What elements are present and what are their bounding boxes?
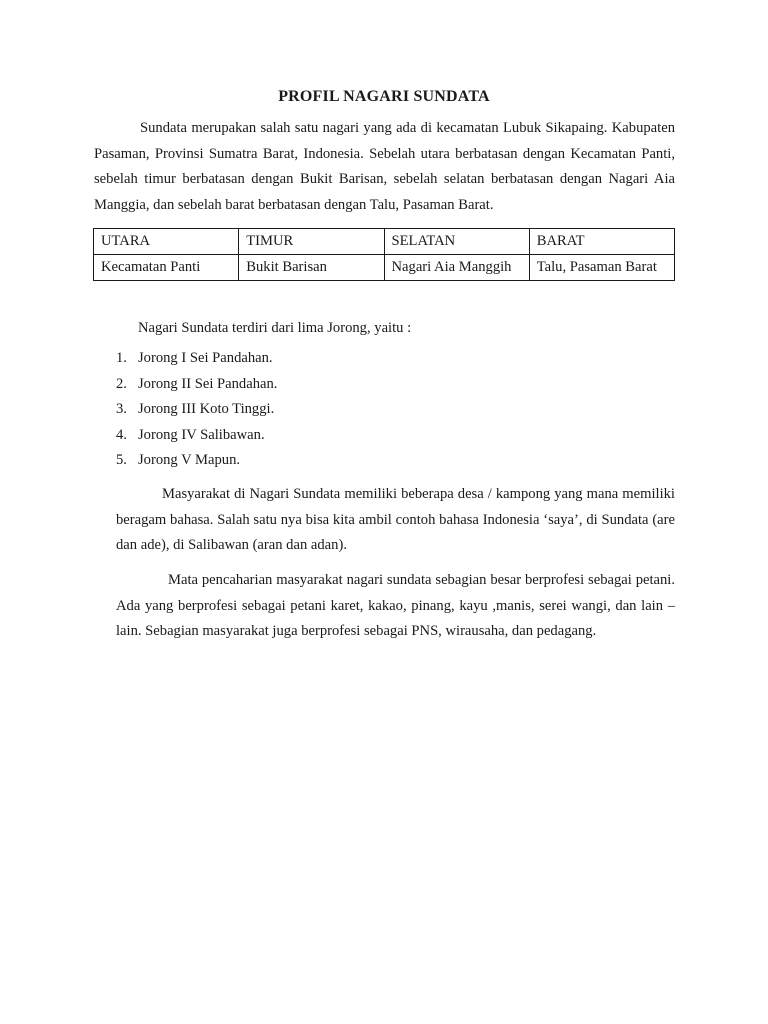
list-item-number: 5. [116,452,127,468]
list-item [116,397,277,423]
borders-table [93,228,675,281]
list-item [116,448,277,474]
livelihood-paragraph: Mata pencaharian masyarakat nagari sundata sebagian besar berprofesi sebagai petani. Ada yang berprofesi sebagai petani karet, kakao, pinang, kayu ,manis, serei wangi, dan lain – lain. Sebagian masyarakat juga berprofesi sebagai PNS, wirausaha, dan pedagang. [116,572,675,639]
table-header-row [94,229,675,255]
table-cell: Talu, Pasaman Barat [529,255,674,281]
table-cell: Nagari Aia Manggih [384,255,529,281]
list-item [116,346,277,372]
table-row [94,255,675,281]
list-item-text: Jorong IV Salibawan. [138,426,265,443]
list-item-text: Jorong V Mapun. [138,452,241,468]
page-title: PROFIL NAGARI SUNDATA [278,88,490,105]
jorong-intro-paragraph: Nagari Sundata terdiri dari lima Jorong, yaitu : [138,320,412,336]
table-header-cell: UTARA [94,229,239,255]
list-item-number: 3. [116,401,127,417]
intro-paragraph: Sundata merupakan salah satu nagari yang ada di kecamatan Lubuk Sikapaing. Kabupaten Pasaman, Provinsi Sumatra Barat, Indonesia. Sebelah utara berbatasan dengan Kecamatan Panti, sebelah timur berbatasan dengan Bukit Barisan, sebelah selatan berbatasan dengan Nagari Aia Manggia, dan sebelah barat berbatasan dengan Talu, Pasaman Barat. [94,120,675,213]
list-item-number: 2. [116,375,127,392]
language-paragraph: Masyarakat di Nagari Sundata memiliki beberapa desa / kampong yang mana memiliki beragam bahasa. Salah satu nya bisa kita ambil contoh bahasa Indonesia ‘saya’, di Sundata (are dan ade), di Salibawan (aran dan adan). [116,486,675,553]
list-item-number: 4. [116,426,127,443]
list-item-text: Jorong I Sei Pandahan. [138,350,273,366]
list-item-number: 1. [116,350,127,366]
table-cell: Kecamatan Panti [94,255,239,281]
table-header-cell: SELATAN [384,229,529,255]
list-item-text: Jorong II Sei Pandahan. [138,375,278,392]
list-item [116,423,277,449]
list-item-text: Jorong III Koto Tinggi. [138,401,275,417]
table-header-cell: BARAT [529,229,674,255]
table-header-cell: TIMUR [239,229,384,255]
jorong-list [116,346,277,474]
table-cell: Bukit Barisan [239,255,384,281]
list-item [116,372,277,398]
